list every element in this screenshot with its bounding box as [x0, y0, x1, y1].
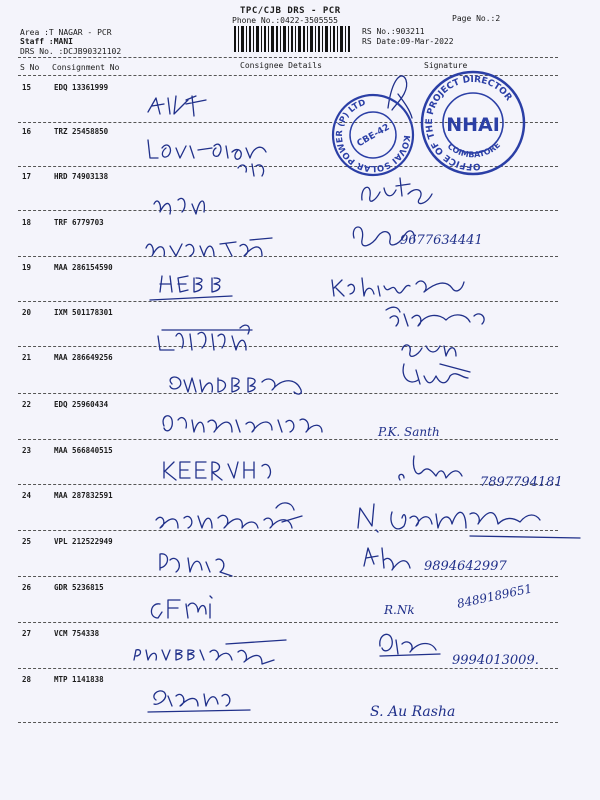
handwritten-mark — [238, 164, 264, 176]
row-number: 25 — [22, 537, 32, 546]
consignment-number: GDR 5236815 — [54, 583, 104, 592]
row-number: 22 — [22, 400, 32, 409]
nhai-seal-ring-text: OFFICE OF THE PROJECT DIRECTOR — [424, 74, 514, 172]
handwritten-phone: 9994013009. — [452, 653, 539, 668]
consignment-number: IXM 501178301 — [54, 308, 113, 317]
consignment-number: MAA 287832591 — [54, 491, 113, 500]
drs-number: DRS No. :DCJB90321102 — [20, 47, 122, 56]
handwritten-phone: 9894642997 — [424, 559, 507, 574]
handwritten-signature — [380, 634, 440, 656]
consignment-number: HRD 74903138 — [54, 172, 109, 181]
row-number: 23 — [22, 446, 32, 455]
handwritten-signature — [386, 307, 484, 326]
handwritten-signature: S. Au Rasha — [370, 704, 456, 720]
rs-date: RS Date:09-Mar-2022 — [362, 37, 454, 46]
consignment-number: EDQ 25960434 — [54, 400, 109, 409]
handwritten-phone: 9677634441 — [400, 233, 483, 248]
handwritten-name — [134, 640, 286, 664]
handwritten-signature — [358, 504, 580, 538]
company-seal-text: KOVAI SOLAR POWER (P) LTD — [334, 97, 412, 174]
handwritten-name — [148, 691, 250, 712]
handwritten-signature — [332, 278, 464, 296]
row-number: 27 — [22, 629, 32, 638]
column-sno: S No — [20, 63, 40, 72]
row-number: 17 — [22, 172, 32, 181]
consignment-number: TRZ 25458850 — [54, 127, 109, 136]
column-consignment: Consignment No — [52, 63, 120, 72]
handwritten-name — [146, 238, 272, 256]
handwritten-name — [148, 140, 266, 159]
handwritten-name — [151, 596, 212, 618]
company-seal-center: CBE-42 — [355, 122, 392, 150]
row-number: 21 — [22, 353, 32, 362]
consignment-number: TRF 6779703 — [54, 218, 104, 227]
handwritten-signature: R.Nk — [384, 603, 415, 617]
handwritten-phone: 7897794181 — [480, 475, 563, 490]
consignment-number: VCM 754338 — [54, 629, 100, 638]
consignment-number: VPL 212522949 — [54, 537, 113, 546]
row-number: 28 — [22, 675, 32, 684]
consignment-number: MAA 566840515 — [54, 446, 113, 455]
staff-label: Staff :MANI — [20, 37, 73, 46]
handwritten-signature — [364, 548, 410, 570]
handwritten-name — [148, 96, 206, 116]
page-number: Page No.:2 — [452, 14, 501, 23]
row-number: 18 — [22, 218, 32, 227]
nhai-seal-center: NHAI — [446, 114, 500, 136]
column-consignee: Consignee Details — [240, 61, 322, 70]
consignment-number: EDQ 13361999 — [54, 83, 109, 92]
rs-number: RS No.:903211 — [362, 27, 425, 36]
handwritten-signature — [399, 456, 462, 480]
handwritten-name-tamil — [156, 503, 302, 528]
handwritten-name — [164, 462, 270, 480]
consignment-number: MAA 286649256 — [54, 353, 113, 362]
document-title: TPC/CJB DRS - PCR — [240, 6, 341, 16]
row-number: 15 — [22, 83, 32, 92]
handwritten-phone: 8489189651 — [455, 581, 534, 611]
row-number: 16 — [22, 127, 32, 136]
handwritten-name — [160, 554, 232, 576]
handwritten-name — [150, 276, 232, 300]
handwritten-signature — [362, 178, 432, 204]
handwritten-name — [154, 198, 204, 214]
row-number: 20 — [22, 308, 32, 317]
phone-number: Phone No.:0422-3505555 — [232, 16, 338, 25]
row-number: 26 — [22, 583, 32, 592]
handwritten-signature-tamil — [402, 345, 456, 356]
nhai-seal-bottom-text: COIMBATORE — [445, 140, 502, 160]
row-number: 24 — [22, 491, 32, 500]
company-seal — [330, 92, 416, 178]
nhai-office-seal — [418, 68, 528, 178]
column-signature: Signature — [424, 61, 468, 70]
consignment-number: MAA 286154590 — [54, 263, 113, 272]
area-label: Area :T NAGAR - PCR — [20, 28, 112, 37]
handwritten-name — [163, 416, 322, 432]
consignment-number: MTP 1141838 — [54, 675, 104, 684]
handwritten-signature: P.K. Santh — [378, 425, 440, 439]
handwritten-signature — [403, 364, 470, 384]
handwritten-name — [158, 325, 252, 350]
row-number: 19 — [22, 263, 32, 272]
handwritten-name — [170, 377, 301, 394]
